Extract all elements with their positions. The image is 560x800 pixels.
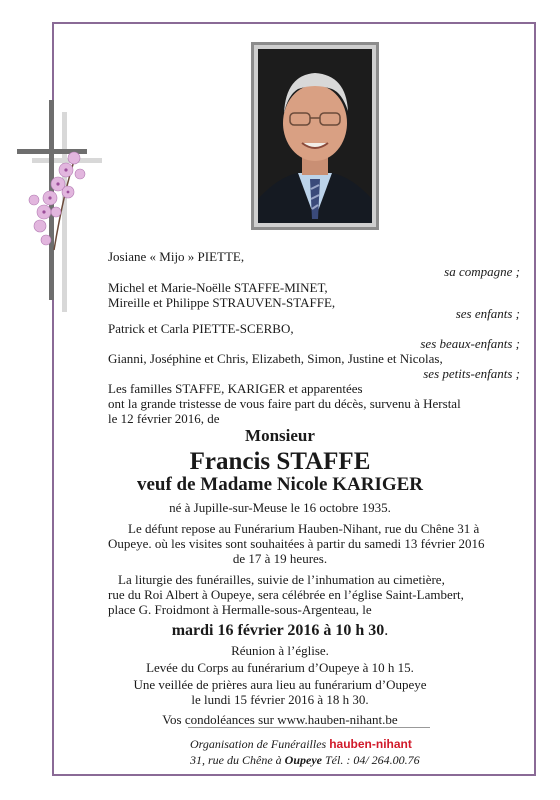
vigil-line-1: Une veillée de prières aura lieu au funérarium d’Oupeye (133, 677, 427, 692)
family-line-families: Les familles STAFFE, KARIGER et apparentées (108, 381, 363, 396)
footer-divider (188, 727, 430, 728)
levee-line: Levée du Corps au funérarium d’Oupeye à 10 h 15. (146, 660, 414, 675)
footer-town: Oupeye (284, 753, 322, 767)
funeral-date-suffix: . (384, 622, 389, 639)
family-line-grandchildren: Gianni, Joséphine et Chris, Elizabeth, Simon, Justine et Nicolas, (108, 351, 443, 366)
role-stepchildren: ses beaux-enfants ; (420, 336, 520, 351)
widower-line: veuf de Madame Nicole KARIGER (136, 474, 424, 495)
brand-logo: hauben-nihant (329, 737, 412, 751)
role-partner: sa compagne ; (444, 264, 520, 279)
footer-address (190, 753, 420, 768)
meeting-line: Réunion à l’église. (231, 643, 329, 658)
family-line-stepchildren: Patrick et Carla PIETTE-SCERBO, (108, 321, 294, 336)
liturgy-line-2: rue du Roi Albert à Oupeye, sera célébrée en l’église Saint-Lambert, (108, 587, 464, 602)
liturgy-line-1: La liturgie des funérailles, suivie de l’inhumation au cimetière, (118, 572, 445, 587)
visits-line-3: de 17 à 19 heures. (232, 551, 328, 566)
footer-org-prefix: Organisation de Funérailles (190, 737, 327, 751)
liturgy-line-3: place G. Froidmont à Hermalle-sous-Argenteau, le (108, 602, 372, 617)
funeral-date (80, 621, 480, 640)
family-line-child-2: Mireille et Philippe STRAUVEN-STAFFE, (108, 295, 336, 310)
vigil-line-2: le lundi 15 février 2016 à 18 h 30. (191, 692, 369, 707)
footer-organisation (190, 737, 412, 752)
footer-phone: Tél. : 04/ 264.00.76 (324, 753, 420, 767)
family-line-partner: Josiane « Mijo » PIETTE, (108, 249, 245, 264)
role-grandchildren: ses petits-enfants ; (423, 366, 520, 381)
family-line-child-1: Michel et Marie-Noëlle STAFFE-MINET, (108, 280, 328, 295)
announcement-line: ont la grande tristesse de vous faire part du décès, survenu à Herstal (108, 396, 461, 411)
footer-address-prefix: 31, rue du Chêne à (190, 753, 282, 767)
funeral-date-text: mardi 16 février 2016 à 10 h 30 (171, 622, 385, 639)
honorific: Monsieur (245, 426, 315, 445)
role-children: ses enfants ; (455, 306, 520, 321)
visits-line-1: Le défunt repose au Funérarium Hauben-Nihant, rue du Chêne 31 à (128, 521, 480, 536)
condolences-line: Vos condoléances sur www.hauben-nihant.be (162, 712, 398, 727)
death-date-line: le 12 février 2016, de (108, 411, 220, 426)
deceased-name: Francis STAFFE (189, 448, 371, 475)
portrait-photo (258, 49, 372, 223)
cross-orchid-icon (14, 100, 109, 315)
portrait-frame (251, 42, 379, 230)
birth-line: né à Jupille-sur-Meuse le 16 octobre 1935. (169, 500, 391, 515)
visits-line-2: Oupeye. où les visites sont souhaitées à partir du samedi 13 février 2016 (108, 536, 485, 551)
